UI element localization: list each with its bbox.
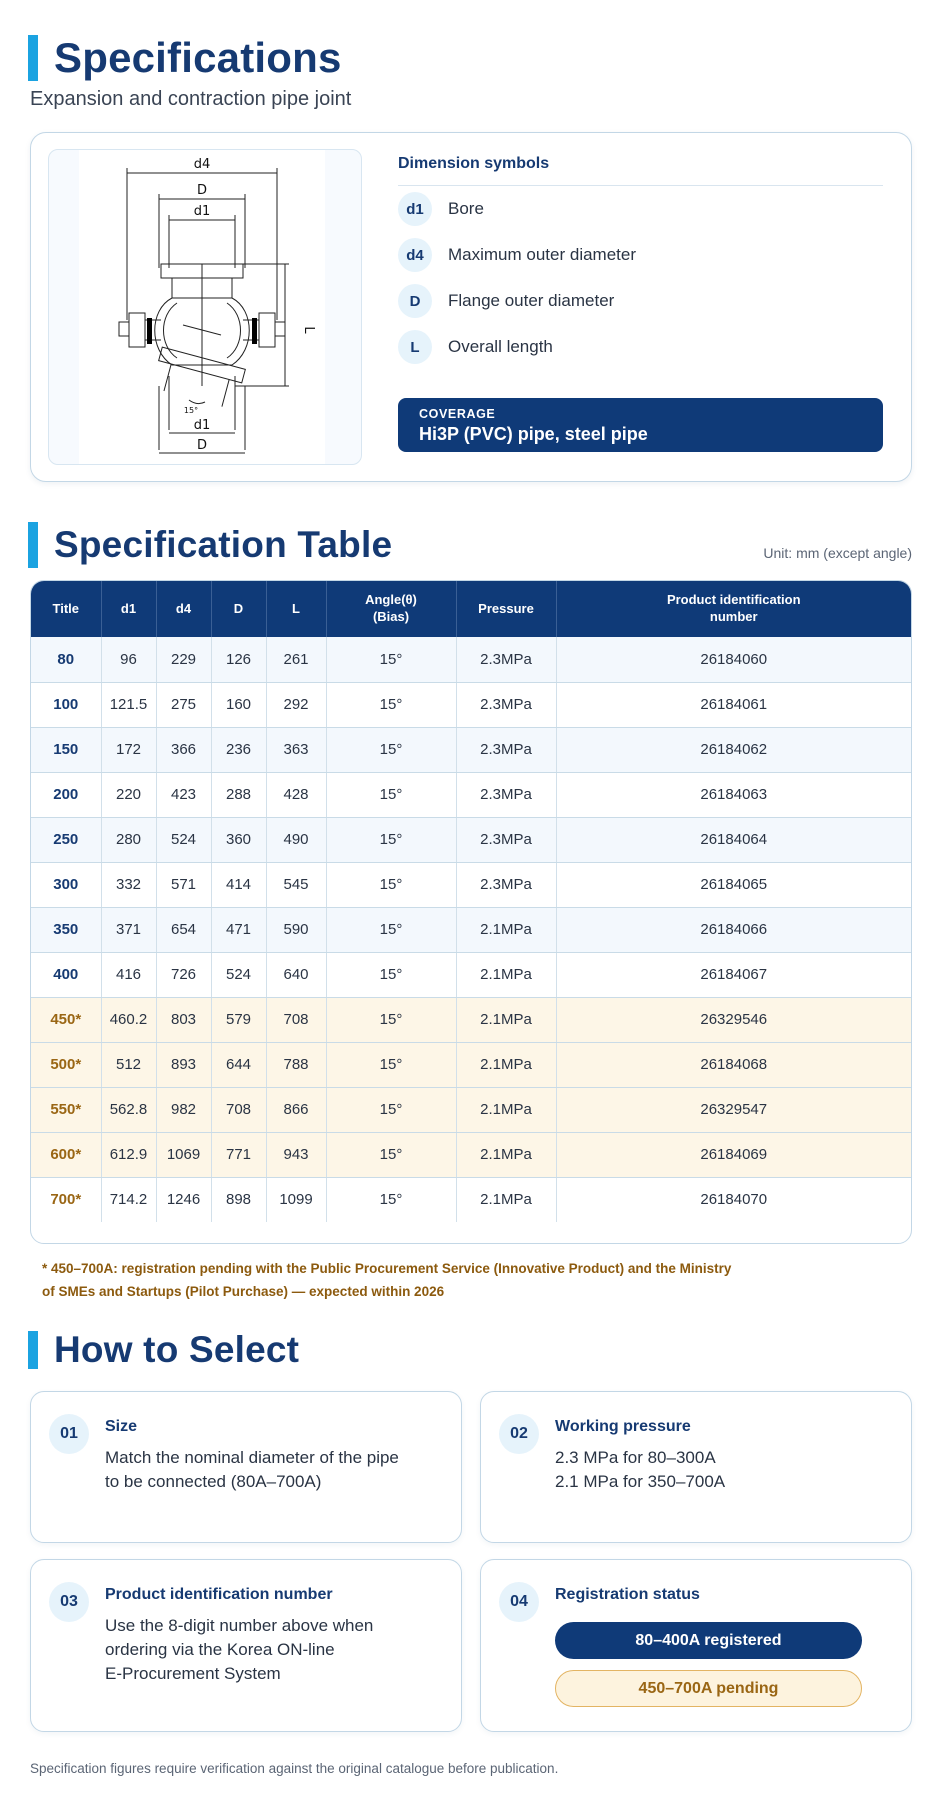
cell-d: 579	[211, 997, 266, 1042]
cell-pid: 26184069	[556, 1132, 911, 1177]
pipe-joint-diagram	[48, 149, 362, 465]
table-row	[31, 682, 911, 727]
cell-pressure: 2.3MPa	[456, 637, 556, 682]
registered-status-pill: 80–400A registered	[555, 1622, 862, 1659]
spec-table-header	[28, 522, 392, 568]
cell-title: 250	[31, 817, 101, 862]
dimension-symbols-title: Dimension symbols	[398, 155, 883, 186]
table-body	[31, 637, 911, 1222]
cell-l: 943	[266, 1132, 326, 1177]
cell-d4: 423	[156, 772, 211, 817]
cell-pid: 26184067	[556, 952, 911, 997]
cell-d: 644	[211, 1042, 266, 1087]
cell-pressure: 2.3MPa	[456, 772, 556, 817]
cell-angle: 15°	[326, 772, 456, 817]
select-card-product-id	[30, 1559, 462, 1732]
table-row	[31, 1132, 911, 1177]
diagram-label-angle: 15°	[183, 406, 199, 415]
page-title: Specifications	[54, 34, 342, 81]
dimension-symbol-badge: d1	[398, 192, 432, 226]
cell-l: 428	[266, 772, 326, 817]
step-number: 01	[49, 1414, 89, 1454]
page-footer-note: Specification figures require verification against the original catalogue before publication.	[30, 1761, 559, 1776]
page-subtitle: Expansion and contraction pipe joint	[30, 88, 352, 110]
cell-angle: 15°	[326, 727, 456, 772]
coverage-value: Hi3P (PVC) pipe, steel pipe	[419, 424, 648, 444]
cell-d1: 172	[101, 727, 156, 772]
cell-d1: 562.8	[101, 1087, 156, 1132]
cell-d1: 416	[101, 952, 156, 997]
pending-status-pill: 450–700A pending	[555, 1670, 862, 1707]
cell-l: 490	[266, 817, 326, 862]
section-accent-bar	[28, 522, 38, 568]
column-header-product-id: Product identification number	[556, 581, 911, 637]
table-row	[31, 817, 911, 862]
step-title: Registration status	[555, 1586, 700, 1603]
cell-title: 500*	[31, 1042, 101, 1087]
cell-pressure: 2.1MPa	[456, 1087, 556, 1132]
cell-d1: 220	[101, 772, 156, 817]
table-row	[31, 1042, 911, 1087]
cell-d4: 275	[156, 682, 211, 727]
step-title: Product identification number	[105, 1586, 333, 1603]
table-row	[31, 637, 911, 682]
dimension-symbols-panel	[398, 155, 883, 370]
column-header-angle: Angle(θ) (Bias)	[326, 581, 456, 637]
select-card-size	[30, 1391, 462, 1543]
cell-pressure: 2.3MPa	[456, 817, 556, 862]
cell-d1: 714.2	[101, 1177, 156, 1222]
dimension-label: Maximum outer diameter	[448, 245, 637, 264]
coverage-label: COVERAGE	[419, 407, 496, 421]
cell-d1: 121.5	[101, 682, 156, 727]
dimension-row	[398, 324, 883, 370]
cell-title: 350	[31, 907, 101, 952]
cell-d4: 229	[156, 637, 211, 682]
cell-pid: 26184070	[556, 1177, 911, 1222]
cell-d1: 332	[101, 862, 156, 907]
cell-title: 100	[31, 682, 101, 727]
dimension-label: Flange outer diameter	[448, 291, 615, 310]
diagram-label-d1-bottom: d1	[193, 418, 211, 433]
cell-d: 898	[211, 1177, 266, 1222]
cell-pressure: 2.1MPa	[456, 1132, 556, 1177]
dimension-row	[398, 186, 883, 232]
diagram-label-d1-top: d1	[193, 204, 211, 219]
cell-d: 126	[211, 637, 266, 682]
technical-drawing	[79, 150, 325, 465]
cell-d: 288	[211, 772, 266, 817]
cell-pid: 26184068	[556, 1042, 911, 1087]
cell-pid: 26184061	[556, 682, 911, 727]
cell-pressure: 2.1MPa	[456, 997, 556, 1042]
step-title: Working pressure	[555, 1418, 691, 1435]
cell-pressure: 2.1MPa	[456, 1042, 556, 1087]
select-card-registration	[480, 1559, 912, 1732]
cell-title: 600*	[31, 1132, 101, 1177]
dimension-label: Bore	[448, 199, 484, 218]
cell-angle: 15°	[326, 1087, 456, 1132]
column-header-D: D	[211, 581, 266, 637]
cell-d4: 524	[156, 817, 211, 862]
unit-note: Unit: mm (except angle)	[763, 545, 912, 561]
how-to-select-header	[28, 1329, 299, 1371]
cell-d4: 366	[156, 727, 211, 772]
cell-d1: 371	[101, 907, 156, 952]
diagram-label-L: L	[301, 326, 316, 334]
cell-angle: 15°	[326, 997, 456, 1042]
cell-pid: 26184063	[556, 772, 911, 817]
column-header-d1: d1	[101, 581, 156, 637]
cell-angle: 15°	[326, 637, 456, 682]
cell-title: 80	[31, 637, 101, 682]
cell-angle: 15°	[326, 952, 456, 997]
cell-title: 700*	[31, 1177, 101, 1222]
cell-d4: 803	[156, 997, 211, 1042]
cell-pid: 26329547	[556, 1087, 911, 1132]
cell-pid: 26184060	[556, 637, 911, 682]
cell-title: 200	[31, 772, 101, 817]
pending-footnote: * 450–700A: registration pending with the Public Procurement Service (Innovative Product) and the Ministry of SMEs and Startups (Pilot Purchase) — expected within 2026	[42, 1261, 732, 1299]
cell-pid: 26329546	[556, 997, 911, 1042]
table-row	[31, 1177, 911, 1222]
cell-l: 363	[266, 727, 326, 772]
cell-d: 236	[211, 727, 266, 772]
dimension-row	[398, 278, 883, 324]
step-description: Use the 8-digit number above when ordering via the Korea ON-line E-Procurement System	[105, 1616, 374, 1683]
cell-l: 292	[266, 682, 326, 727]
cell-d4: 726	[156, 952, 211, 997]
cell-l: 590	[266, 907, 326, 952]
cell-d: 360	[211, 817, 266, 862]
column-header-L: L	[266, 581, 326, 637]
cell-d4: 1246	[156, 1177, 211, 1222]
cell-d4: 571	[156, 862, 211, 907]
cell-d: 771	[211, 1132, 266, 1177]
cell-angle: 15°	[326, 1177, 456, 1222]
cell-angle: 15°	[326, 817, 456, 862]
step-description: 2.3 MPa for 80–300A 2.1 MPa for 350–700A	[555, 1448, 726, 1491]
table-row	[31, 1087, 911, 1132]
cell-pid: 26184062	[556, 727, 911, 772]
cell-l: 866	[266, 1087, 326, 1132]
dimension-symbol-badge: L	[398, 330, 432, 364]
spec-table	[30, 580, 912, 1244]
cell-l: 708	[266, 997, 326, 1042]
step-number: 03	[49, 1582, 89, 1622]
cell-d: 708	[211, 1087, 266, 1132]
step-title: Size	[105, 1418, 138, 1435]
cell-d4: 1069	[156, 1132, 211, 1177]
cell-d: 471	[211, 907, 266, 952]
table-row	[31, 907, 911, 952]
diagram-label-D-top: D	[196, 183, 208, 198]
table-row	[31, 862, 911, 907]
cell-pressure: 2.3MPa	[456, 727, 556, 772]
cell-angle: 15°	[326, 1132, 456, 1177]
cell-l: 261	[266, 637, 326, 682]
dimension-label: Overall length	[448, 337, 553, 356]
cell-title: 450*	[31, 997, 101, 1042]
cell-pressure: 2.3MPa	[456, 682, 556, 727]
specifications-header	[28, 34, 342, 82]
cell-pid: 26184065	[556, 862, 911, 907]
cell-d1: 96	[101, 637, 156, 682]
column-header-pressure: Pressure	[456, 581, 556, 637]
how-to-select-title: How to Select	[54, 1329, 300, 1370]
cell-d4: 654	[156, 907, 211, 952]
cell-d1: 612.9	[101, 1132, 156, 1177]
cell-d4: 893	[156, 1042, 211, 1087]
step-description: Match the nominal diameter of the pipe to be connected (80A–700A)	[105, 1448, 399, 1491]
coverage-banner	[398, 398, 883, 452]
cell-pid: 26184066	[556, 907, 911, 952]
select-card-pressure	[480, 1391, 912, 1543]
section-accent-bar	[28, 1331, 38, 1369]
cell-angle: 15°	[326, 862, 456, 907]
dimension-symbol-badge: D	[398, 284, 432, 318]
table-row	[31, 772, 911, 817]
cell-l: 1099	[266, 1177, 326, 1222]
dimension-row	[398, 232, 883, 278]
step-number: 04	[499, 1582, 539, 1622]
cell-d: 524	[211, 952, 266, 997]
spec-card	[30, 132, 912, 482]
cell-pressure: 2.1MPa	[456, 907, 556, 952]
cell-pressure: 2.3MPa	[456, 862, 556, 907]
column-header-d4: d4	[156, 581, 211, 637]
cell-d1: 280	[101, 817, 156, 862]
cell-d1: 460.2	[101, 997, 156, 1042]
cell-title: 300	[31, 862, 101, 907]
section-accent-bar	[28, 35, 38, 81]
cell-angle: 15°	[326, 907, 456, 952]
cell-d4: 982	[156, 1087, 211, 1132]
cell-d1: 512	[101, 1042, 156, 1087]
cell-title: 550*	[31, 1087, 101, 1132]
table-row	[31, 997, 911, 1042]
dimension-symbol-badge: d4	[398, 238, 432, 272]
cell-l: 545	[266, 862, 326, 907]
cell-angle: 15°	[326, 682, 456, 727]
cell-pressure: 2.1MPa	[456, 1177, 556, 1222]
cell-pressure: 2.1MPa	[456, 952, 556, 997]
cell-l: 788	[266, 1042, 326, 1087]
cell-title: 400	[31, 952, 101, 997]
cell-l: 640	[266, 952, 326, 997]
diagram-label-d4: d4	[193, 157, 211, 172]
table-header-row	[31, 581, 911, 637]
step-number: 02	[499, 1414, 539, 1454]
cell-angle: 15°	[326, 1042, 456, 1087]
table-row	[31, 727, 911, 772]
diagram-label-D-bottom: D	[196, 438, 208, 453]
table-row	[31, 952, 911, 997]
cell-pid: 26184064	[556, 817, 911, 862]
spec-table-title: Specification Table	[54, 524, 393, 565]
cell-d: 414	[211, 862, 266, 907]
cell-title: 150	[31, 727, 101, 772]
column-header-title: Title	[31, 581, 101, 637]
cell-d: 160	[211, 682, 266, 727]
